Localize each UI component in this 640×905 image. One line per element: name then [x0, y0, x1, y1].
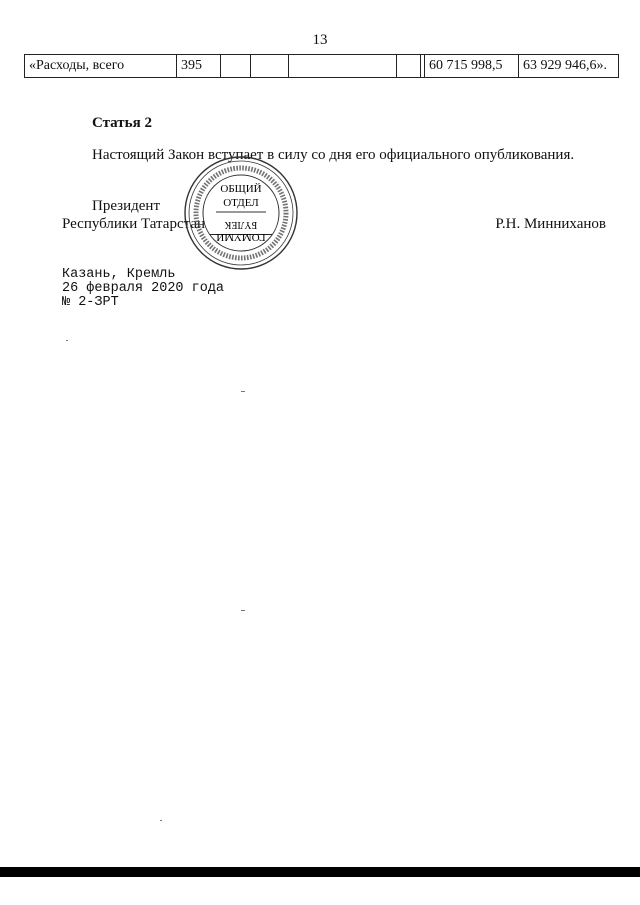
scan-speck: [241, 610, 245, 611]
scan-border-bar: [0, 867, 640, 877]
stamp-text-line4: БҮЛЕК: [224, 219, 258, 230]
table-cell-code: 395: [177, 55, 221, 78]
law-number: № 2-ЗРТ: [62, 295, 119, 310]
scan-speck: [241, 391, 245, 392]
signatory-title-line2: Республики Татарстан: [62, 216, 206, 232]
stamp-text-line1: ОБЩИЙ: [220, 183, 262, 195]
stamp-text-line2: ОТДЕЛ: [223, 197, 259, 209]
scan-speck: [160, 820, 162, 821]
signing-place: Казань, Кремль: [62, 267, 176, 282]
scan-speck: [66, 340, 68, 341]
signatory-name: Р.Н. Минниханов: [495, 216, 606, 232]
table-cell-amount-2020: 60 715 998,5: [425, 55, 519, 78]
signing-date: 26 февраля 2020 года: [62, 281, 225, 296]
table-cell-empty: [251, 55, 289, 78]
table-cell-amount-2021: 63 929 946,6».: [519, 55, 619, 78]
stamp-text-line3: ГОМУМИ: [216, 231, 266, 243]
budget-table: [24, 54, 619, 78]
table-row: [25, 55, 619, 78]
signatory-title-line1: Президент: [92, 198, 160, 214]
page-number: 13: [312, 32, 328, 48]
official-seal-stamp: [182, 154, 300, 272]
article-text: Настоящий Закон вступает в силу со дня его официального опубликования.: [92, 147, 575, 163]
article-heading: Статья 2: [92, 115, 152, 131]
table-cell-empty: [397, 55, 421, 78]
table-cell-empty: [221, 55, 251, 78]
table-cell-empty: [289, 55, 397, 78]
table-cell-label: «Расходы, всего: [25, 55, 177, 78]
